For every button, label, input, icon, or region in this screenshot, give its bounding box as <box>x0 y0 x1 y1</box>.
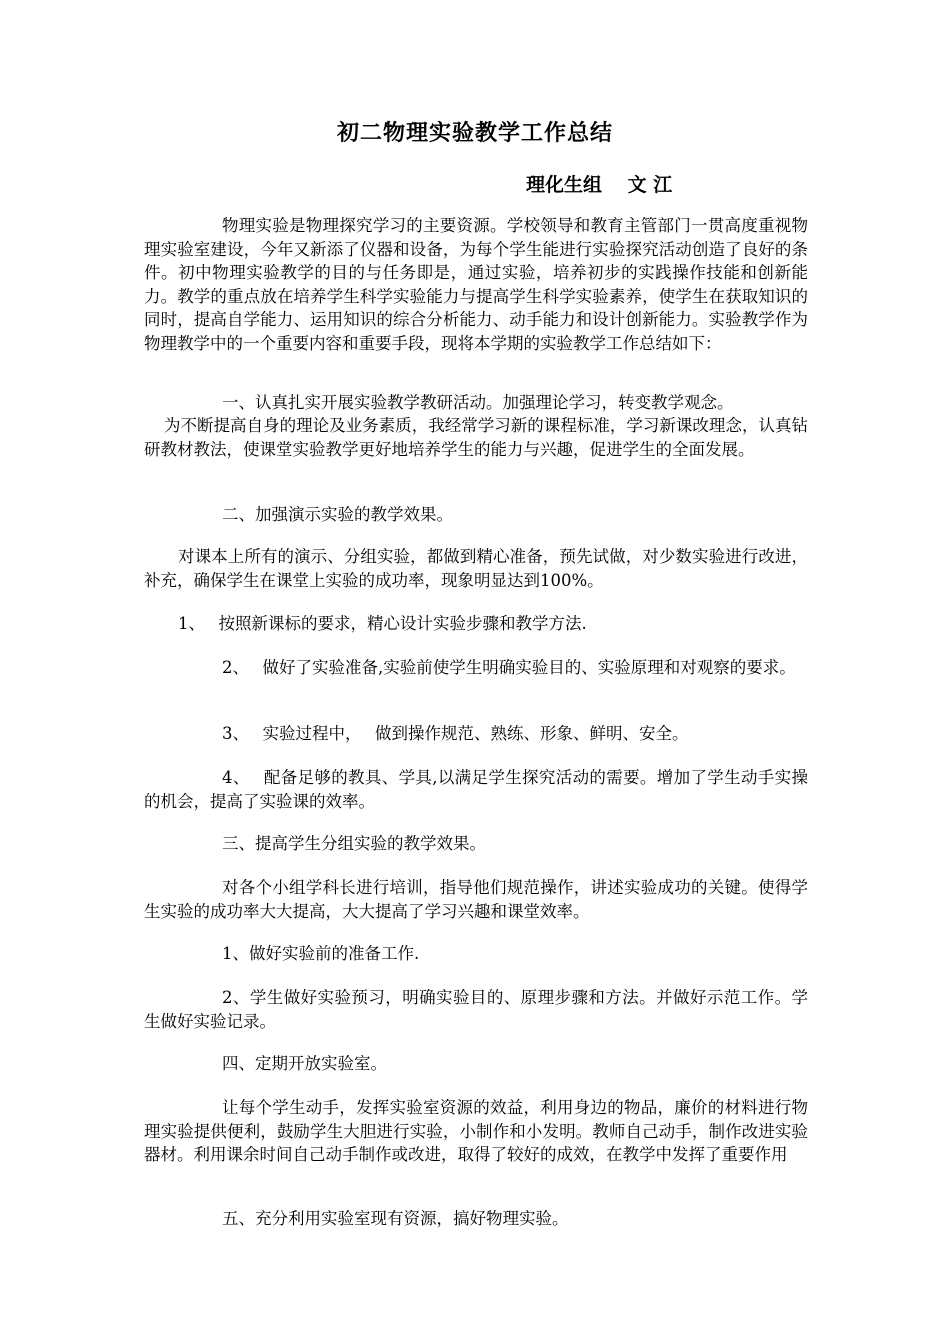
intro-paragraph: 物理实验是物理探究学习的主要资源。学校领导和教育主管部门一贯高度重视物理实验室建设，今年又新添了仪器和设备，为每个学生能进行实验探究活动创造了良好的条件。初中物理实验教学的目的与任务即是，通过实验，培养初步的实践操作技能和创新能力。教学的重点放在培养学生科学实验能力与提高学生科学实验素养，使学生在获取知识的同时，提高自学能力、运用知识的综合分析能力、动手能力和设计创新能力。实验教学作为物理教学中的一个重要内容和重要手段，现将本学期的实验教学工作总结如下： <box>144 216 808 353</box>
section-2-heading: 二、加强演示实验的教学效果。 <box>222 505 453 524</box>
section-2-item-2: 2、 做好了实验准备,实验前使学生明确实验目的、实验原理和对观察的要求。 <box>222 658 796 677</box>
section-5-heading: 五、充分利用实验室现有资源，搞好物理实验。 <box>222 1209 569 1228</box>
section-1-heading: 一、认真扎实开展实验教学教研活动。加强理论学习，转变教学观念。 <box>222 393 734 412</box>
section-2-item-4: 4、 配备足够的教具、学具,以满足学生探究活动的需要。增加了学生动手实操的机会，提高了实验课的效率。 <box>144 768 808 811</box>
section-4-body: 让每个学生动手，发挥实验室资源的效益，利用身边的物品，廉价的材料进行物理实验提供便利，鼓励学生大胆进行实验，小制作和小发明。教师自己动手，制作改进实验器材。利用课余时间自己动手制作或改进，取得了较好的成效，在教学中发挥了重要作用 <box>144 1098 808 1164</box>
section-1-body: 为不断提高自身的理论及业务素质，我经常学习新的课程标准，学习新课改理念，认真钻研教材教法，使课堂实验教学更好地培养学生的能力与兴趣，促进学生的全面发展。 <box>144 416 808 459</box>
document-title: 初二物理实验教学工作总结 <box>336 120 613 146</box>
section-3-heading: 三、提高学生分组实验的教学效果。 <box>222 834 486 853</box>
section-2-item-1: 1、 按照新课标的要求，精心设计实验步骤和教学方法. <box>178 614 587 633</box>
section-2-item-3: 3、 实验过程中， 做到操作规范、熟练、形象、鲜明、安全。 <box>222 724 689 743</box>
section-4-heading: 四、定期开放实验室。 <box>222 1054 387 1073</box>
section-2-body: 对课本上所有的演示、分组实验，都做到精心准备，预先试做，对少数实验进行改进，补充，确保学生在课堂上实验的成功率，现象明显达到100%。 <box>144 547 808 590</box>
section-3-item-2: 2、学生做好实验预习，明确实验目的、原理步骤和方法。并做好示范工作。学生做好实验记录。 <box>144 988 808 1031</box>
section-3-body: 对各个小组学科长进行培训，指导他们规范操作，讲述实验成功的关键。使得学生实验的成功率大大提高，大大提高了学习兴趣和课堂效率。 <box>144 878 808 921</box>
author-line: 理化生组 文 江 <box>526 174 673 196</box>
section-3-item-1: 1、做好实验前的准备工作. <box>222 944 420 963</box>
